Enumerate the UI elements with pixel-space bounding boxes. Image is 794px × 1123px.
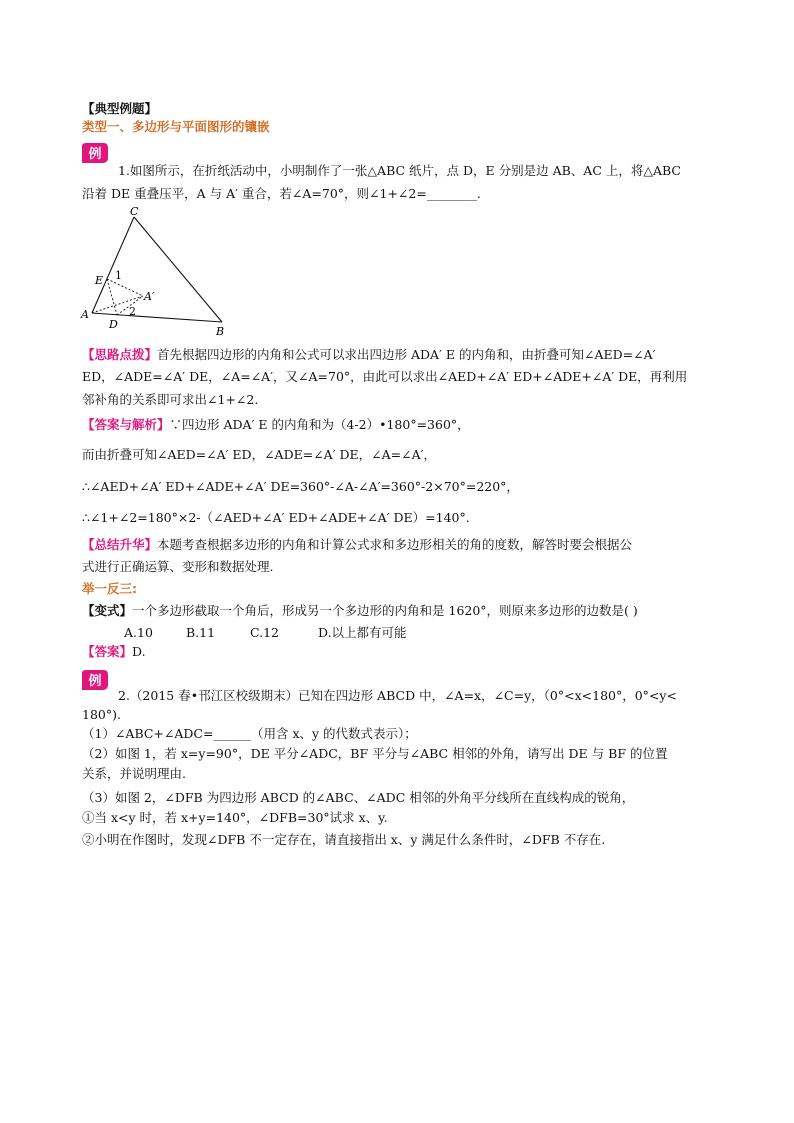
summary-line1 [82, 537, 632, 553]
hint-line1 [82, 347, 655, 363]
hint-text1: 首先根据四边形的内角和公式可以求出四边形 ADA′ E 的内角和，由折叠可知∠AED=∠A′ [157, 347, 656, 362]
answer-line1 [82, 417, 470, 433]
side-cb [134, 217, 222, 322]
ex2-line8: ②小明在作图时，发现∠DFB 不一定存在，请直接指出 x、y 满足什么条件时，∠DFB 不存在. [82, 832, 606, 847]
variant-text: 一个多边形截取一个角后，形成另一个多边形的内角和是 1620°，则原来多边形的边数是( ) [132, 603, 638, 618]
ex2-line5: 关系，并说明理由. [82, 766, 186, 781]
ex1-line1: 1.如图所示，在折纸活动中，小明制作了一张△ABC 纸片，点 D，E 分别是边 AB、AC 上，将△ABC [118, 163, 681, 178]
variant-line [82, 603, 638, 619]
option-d: D.以上都有可能 [318, 625, 407, 640]
label-c: C [130, 205, 139, 218]
badge-label: 例 [88, 147, 102, 162]
practice-answer-value: D. [132, 644, 146, 659]
ex2-line6: （3）如图 2，∠DFB 为四边形 ABCD 的∠ABC、∠ADC 相邻的外角平分线所在直线构成的锐角， [82, 790, 635, 805]
label-angle-1: 1 [115, 269, 122, 282]
option-a: A.10 [124, 625, 153, 640]
summary-tag: 【总结升华】 [82, 537, 158, 552]
example-badge-icon [80, 142, 110, 164]
summary-text1: 本题考查根据多边形的内角和计算公式求和多边形相关的角的度数，解答时要会根据公 [157, 537, 633, 552]
ex1-line2: 沿着 DE 重叠压平，A 与 A′ 重合，若∠A=70°，则∠1+∠2=________. [82, 186, 481, 201]
example-badge-icon [80, 669, 110, 691]
ex2-line1: 2.（2015 春•邗江区校级期末）已知在四边形 ABCD 中，∠A=x，∠C=y，（0°<x<180°，0°<y< [118, 688, 677, 703]
practice-heading: 举一反三: [82, 581, 137, 596]
practice-answer-line [82, 644, 146, 660]
answer-line3: ∴∠AED+∠A′ ED+∠ADE+∠A′ DE=360°-∠A-∠A′=360°-2×70°=220°， [82, 479, 519, 494]
badge-label: 例 [88, 674, 102, 689]
fold-line-de [107, 279, 117, 315]
option-b: B.11 [186, 625, 216, 640]
summary-line2: 式进行正确运算、变形和数据处理. [82, 559, 274, 574]
triangle-fold-figure [80, 205, 240, 340]
section-title: 【典型例题】 [82, 101, 158, 116]
ex2-line7: ①当 x<y 时，若 x+y=140°，∠DFB=30°试求 x、y. [82, 810, 388, 825]
variant-tag: 【变式】 [82, 603, 133, 618]
ex2-line2: 180°). [82, 707, 121, 722]
ex2-line3: （1）∠ABC+∠ADC=______（用含 x、y 的代数式表示）； [82, 726, 417, 741]
ex2-line4: （2）如图 1，若 x=y=90°，DE 平分∠ADC，BF 平分与∠ABC 相邻的外角，请写出 DE 与 BF 的位置 [82, 746, 668, 761]
hint-line2: ED，∠ADE=∠A′ DE，∠A=∠A′，又∠A=70°，由此可以求出∠AED+∠A′ ED+∠ADE+∠A′ DE，再利用 [82, 369, 688, 384]
label-angle-2: 2 [129, 305, 136, 318]
section-subtitle: 类型一、多边形与平面图形的镶嵌 [82, 119, 270, 134]
label-d: D [109, 318, 118, 331]
label-a-prime: A′ [144, 290, 155, 303]
side-ac [92, 217, 134, 313]
practice-answer-tag: 【答案】 [82, 644, 133, 659]
hint-line3: 邻补角的关系即可求出∠1+∠2. [82, 392, 259, 407]
fold-ea-prime [107, 279, 143, 296]
label-a: A [81, 308, 89, 321]
option-c: C.12 [250, 625, 279, 640]
label-e: E [95, 274, 104, 287]
answer-line2: 而由折叠可知∠AED=∠A′ ED，∠ADE=∠A′ DE，∠A=∠A′， [82, 447, 436, 462]
answer-tag: 【答案与解析】 [82, 417, 170, 432]
hint-tag: 【思路点拨】 [82, 347, 158, 362]
answer-text1: ∵四边形 ADA′ E 的内角和为（4-2）•180°=360°， [169, 417, 470, 432]
answer-line4: ∴∠1+∠2=180°×2-（∠AED+∠A′ ED+∠ADE+∠A′ DE）=140°. [82, 510, 470, 525]
label-b: B [216, 325, 225, 338]
